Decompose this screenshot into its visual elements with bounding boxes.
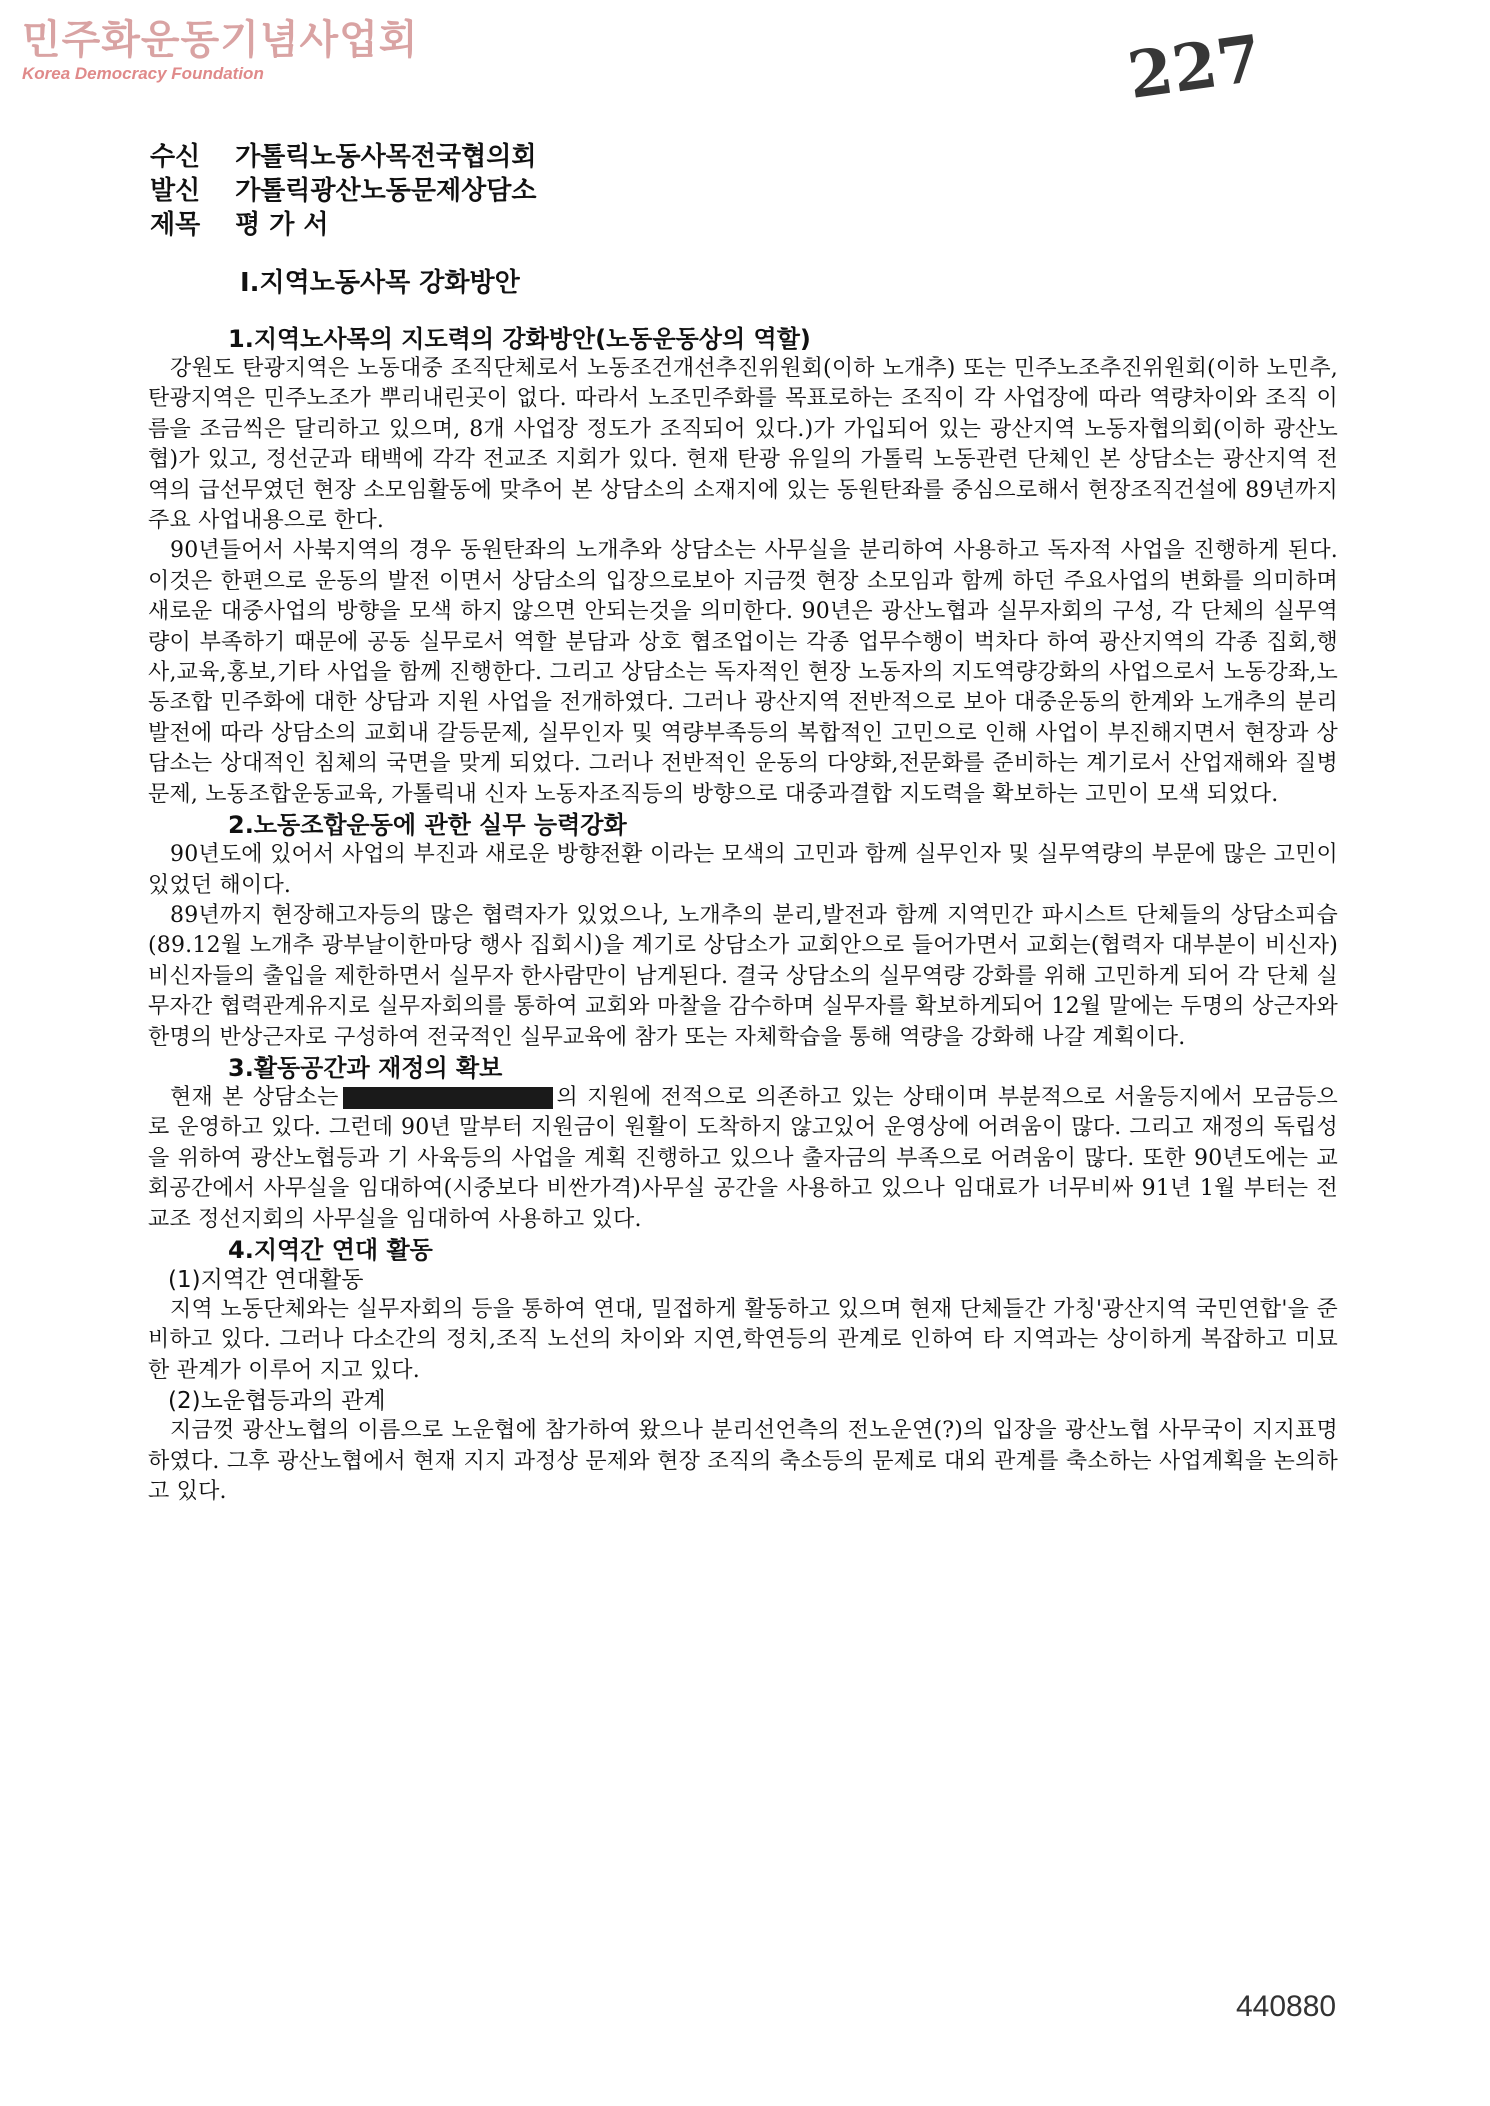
- to-label: 수신: [150, 142, 201, 172]
- section-4-1-paragraph: 지역 노동단체와는 실무자회의 등을 통하여 연대, 밀접하게 활동하고 있으며 현재 단체들간 가칭'광산지역 국민연합'을 준비하고 있다. 그러나 다소간의 정치,조직 노선의 차이와 지연,학연등의 관계로 인하여 타 지역과는 상이하게 복잡하고 미묘한 관계가 이루어 지고 있다.: [148, 1296, 1338, 1383]
- section-2-heading: 2.노동조합운동에 관한 실무 능력강화: [228, 811, 627, 840]
- section-4-2-heading: (2)노운협등과의 관계: [168, 1388, 386, 1415]
- section-3-paragraph: [148, 1083, 1338, 1235]
- from-label: 발신: [150, 176, 201, 206]
- document-body: [148, 324, 1338, 1507]
- header-from-row: [150, 174, 536, 208]
- section-3-heading: 3.활동공간과 재정의 확보: [228, 1053, 503, 1082]
- section-title: I.지역노동사목 강화방안: [240, 268, 520, 298]
- document-header: [150, 140, 536, 242]
- section-1-heading: 1.지역노사목의 지도력의 강화방안(노동운동상의 역할): [228, 325, 811, 353]
- section-2-paragraph-1: 90년도에 있어서 사업의 부진과 새로운 방향전환 이라는 모색의 고민과 함께 실무인자 및 실무역량의 부문에 많은 고민이 있었던 해이다.: [148, 842, 1338, 898]
- from-value: 가톨릭광산노동문제상담소: [235, 176, 537, 206]
- handwritten-page-mark: 227: [1123, 21, 1267, 114]
- document-number: 440880: [1236, 1990, 1337, 2023]
- section-4-heading: 4.지역간 연대 활동: [228, 1235, 433, 1264]
- watermark-logo: [22, 18, 418, 84]
- section-1-paragraph-1: 강원도 탄광지역은 노동대중 조직단체로서 노동조건개선추진위원회(이하 노개추) 또는 민주노조추진위원회(이하 노민추, 탄광지역은 민주노조가 뿌리내린곳이 없다. 따라서 노조민주화를 목표로하는 조직이 각 사업장에 따라 역량차이와 조직 이름을 조금씩은 달리하고 있으며, 8개 사업장 정도가 조직되어 있다.)가 가입되어 있는 광산지역 노동자협의회(이하 광산노협)가 있고, 정선군과 태백에 각각 전교조 지회가 있다. 현재 탄광 유일의 가톨릭 노동관련 단체인 본 상담소는 광산지역 전역의 급선무였던 현장 소모임활동에 맞추어 본 상담소의 소재지에 있는 동원탄좌를 중심으로해서 현장조직건설에 89년까지 주요 사업내용으로 한다.: [148, 356, 1338, 534]
- section-4-1-heading: (1)지역간 연대활동: [168, 1266, 364, 1293]
- to-value: 가톨릭노동사목전국협의회: [235, 142, 537, 172]
- subject-label: 제목: [150, 210, 201, 240]
- header-to-row: [150, 140, 536, 174]
- section-4-2-paragraph: 지금껏 광산노협의 이름으로 노운협에 참가하여 왔으나 분리선언측의 전노운연(?)의 입장을 광산노협 사무국이 지지표명하였다. 그후 광산노협에서 현재 지지 과정상 문제와 현장 조직의 축소등의 문제로 대외 관계를 축소하는 사업계획을 논의하고 있다.: [148, 1418, 1338, 1504]
- section-3-text-before-redaction: 현재 본 상담소는: [170, 1084, 339, 1110]
- redaction-block: [343, 1087, 553, 1109]
- watermark-korean: 민주화운동기념사업회: [22, 17, 419, 63]
- section-3-text-after-redaction: 의 지원에 전적으로 의존하고 있는 상태이며 부분적으로 서울등지에서 모금등으로 운영하고 있다. 그런데 90년 말부터 지원금이 원활이 도착하지 않고있어 운영상에 어려움이 많다. 그리고 재정의 독립성을 위하여 광산노협등과 기 사육등의 사업을 계획 진행하고 있으나 출자금의 부족으로 어려움이 많다. 또한 90년도에는 교회공간에서 사무실을 임대하여(시중보다 비싼가격)사무실 공간을 사용하고 있으나 임대료가 너무비싸 91년 1월 부터는 전교조 정선지회의 사무실을 임대하여 사용하고 있다.: [148, 1084, 1338, 1232]
- subject-value: 평 가 서: [235, 210, 329, 240]
- watermark-english: Korea Democracy Foundation: [22, 64, 264, 83]
- header-subject-row: [150, 208, 536, 242]
- section-1-paragraph-2: 90년들어서 사북지역의 경우 동원탄좌의 노개추와 상담소는 사무실을 분리하여 사용하고 독자적 사업을 진행하게 된다. 이것은 한편으로 운동의 발전 이면서 상담소의 입장으로보아 지금껏 현장 소모임과 함께 하던 주요사업의 변화를 의미하며 새로운 대중사업의 방향을 모색 하지 않으면 안되는것을 의미한다. 90년은 광산노협과 실무자회의 구성, 각 단체의 실무역량이 부족하기 때문에 공동 실무로서 역할 분담과 상호 협조업이는 각종 업무수행이 벅차다 하여 광산지역의 각종 집회,행사,교육,홍보,기타 사업을 함께 진행한다. 그리고 상담소는 독자적인 현장 노동자의 지도역량강화의 사업으로서 노동강좌,노동조합 민주화에 대한 상담과 지원 사업을 전개하였다. 그러나 광산지역 전반적으로 보아 대중운동의 한계와 노개추의 분리발전에 따라 상담소의 교회내 갈등문제, 실무인자 및 역량부족등의 복합적인 고민으로 인해 사업이 부진해지면서 현장과 상담소는 상대적인 침체의 국면을 맞게 되었다. 그러나 전반적인 운동의 다양화,전문화를 준비하는 계기로서 산업재해와 질병문제, 노동조합운동교육, 가톨릭내 신자 노동자조직등의 방향으로 대중과결합 지도력을 확보하는 고민이 모색 되었다.: [148, 538, 1338, 807]
- section-2-paragraph-2: 89년까지 현장해고자등의 많은 협력자가 있었으나, 노개추의 분리,발전과 함께 지역민간 파시스트 단체들의 상담소피습(89.12월 노개추 광부날이한마당 행사 집회시)을 계기로 상담소가 교회안으로 들어가면서 교회는(협력자 대부분이 비신자)비신자들의 출입을 제한하면서 실무자 한사람만이 남게된다. 결국 상담소의 실무역량 강화를 위해 고민하게 되어 각 단체 실무자간 협력관계유지로 실무자회의를 통하여 교회와 마찰을 감수하며 실무자를 확보하게되어 12월 말에는 두명의 상근자와 한명의 반상근자로 구성하여 전국적인 실무교육에 참가 또는 자체학습을 통해 역량을 강화해 나갈 계획이다.: [148, 902, 1338, 1050]
